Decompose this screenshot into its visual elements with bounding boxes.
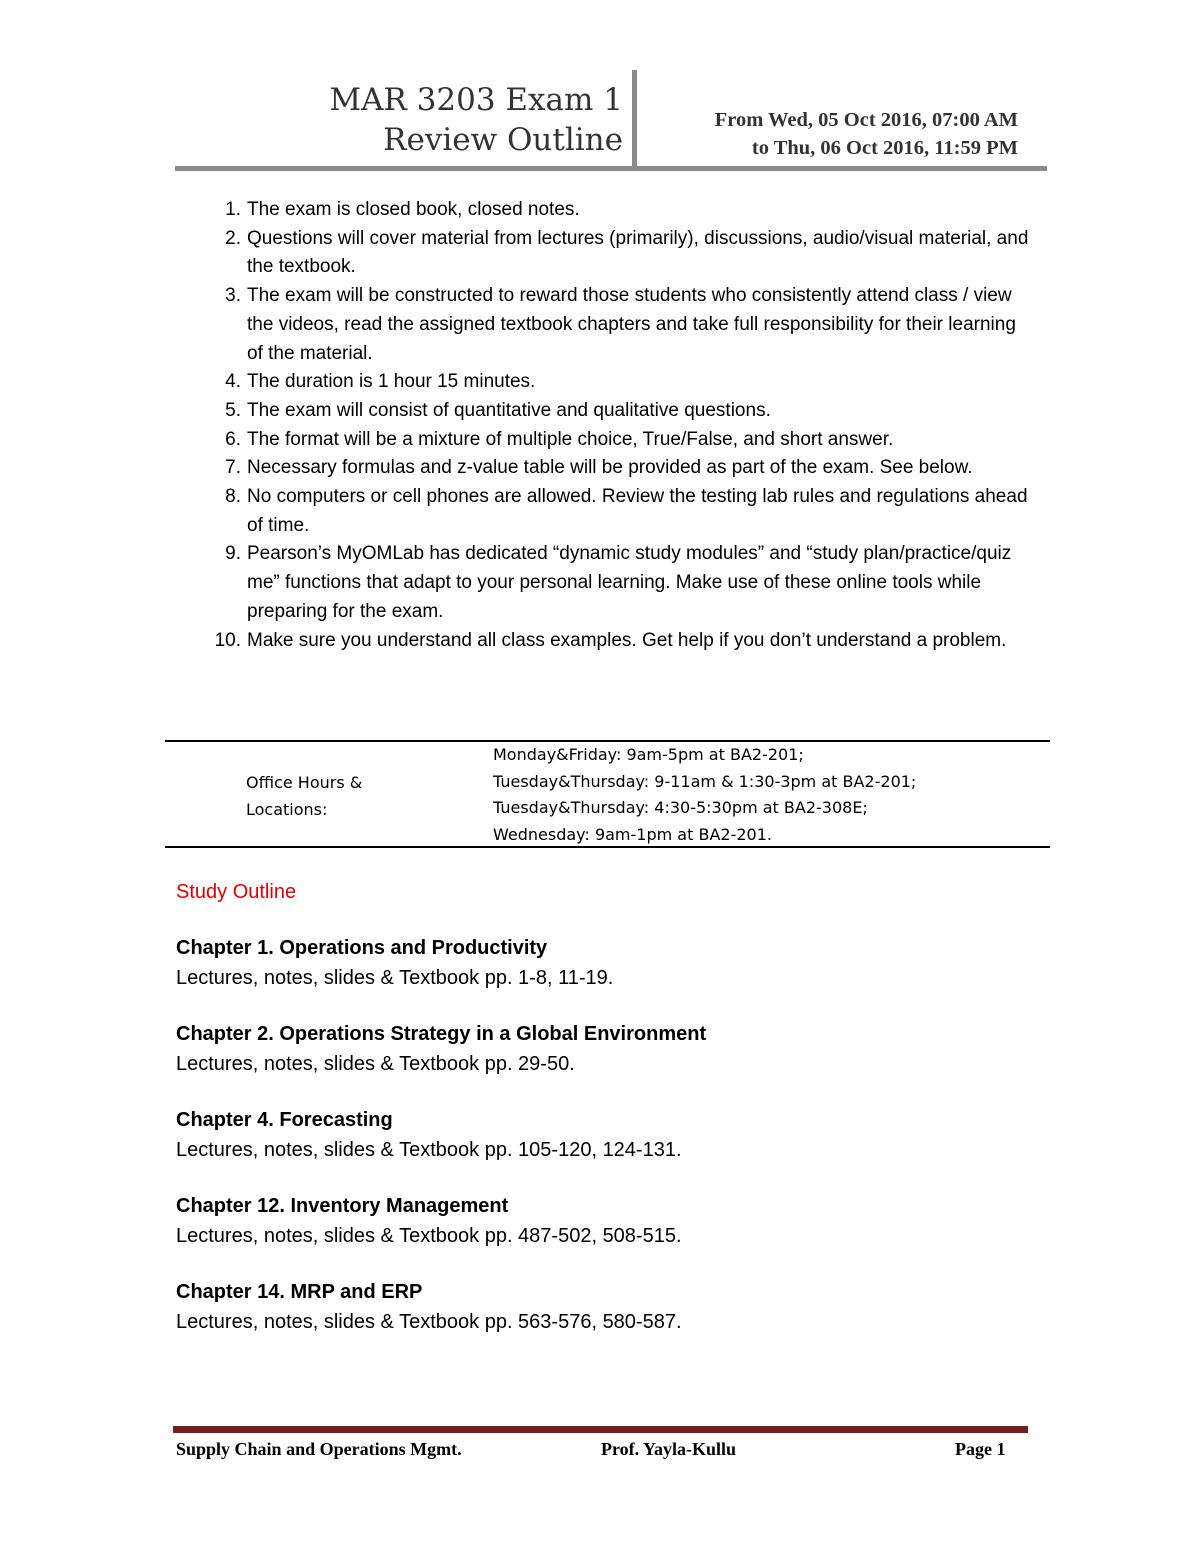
office-hours-label-line: Office Hours & <box>246 773 363 792</box>
rule-number: 6. <box>225 428 241 450</box>
footer-professor: Prof. Yayla-Kullu <box>601 1439 737 1459</box>
exam-date-range <box>715 106 1018 162</box>
rule-number: 2. <box>225 227 241 249</box>
exam-rules-list <box>205 196 1035 655</box>
rule-item <box>205 196 1035 225</box>
rule-number: 7. <box>225 457 241 479</box>
footer-divider <box>173 1426 1028 1433</box>
rule-text: Necessary formulas and z-value table will be provided as part of the exam. See below. <box>247 457 973 479</box>
chapter-title: Chapter 1. Operations and Productivity <box>176 937 548 959</box>
rule-item <box>205 397 1035 426</box>
rule-item <box>205 282 1035 368</box>
chapter-entry <box>176 1106 682 1165</box>
rule-item <box>205 225 1035 282</box>
office-hours-schedule <box>493 742 1038 848</box>
date-line-2: to Thu, 06 Oct 2016, 11:59 PM <box>751 137 1018 159</box>
rule-text: The exam will be constructed to reward those students who consistently attend class / view the videos, read the assigned textbook chapters and take full responsibility for their learning of the material. <box>247 285 1016 364</box>
chapter-entry <box>176 934 613 993</box>
title-line-2: Review Outline <box>383 122 623 158</box>
rule-item <box>205 627 1035 656</box>
rule-item <box>205 426 1035 455</box>
chapter-entry <box>176 1192 682 1251</box>
rule-item <box>205 483 1035 540</box>
footer-course-name: Supply Chain and Operations Mgmt. <box>176 1439 462 1459</box>
office-hours-line: Wednesday: 9am-1pm at BA2-201. <box>493 824 772 844</box>
header-divider-vertical <box>632 70 637 168</box>
rule-number: 3. <box>225 285 241 307</box>
rule-item <box>205 368 1035 397</box>
chapter-description: Lectures, notes, slides & Textbook pp. 563-576, 580-587. <box>176 1310 682 1333</box>
office-hours-line: Tuesday&Thursday: 9-11am & 1:30-3pm at BA2-201; <box>493 771 917 791</box>
chapter-description: Lectures, notes, slides & Textbook pp. 1-8, 11-19. <box>176 966 614 989</box>
rule-text: The exam will consist of quantitative and qualitative questions. <box>247 399 771 421</box>
chapter-description: Lectures, notes, slides & Textbook pp. 105-120, 124-131. <box>176 1138 682 1161</box>
document-title <box>329 80 623 160</box>
rule-text: Pearson’s MyOMLab has dedicated “dynamic study modules” and “study plan/practice/quiz me” functions that adapt to your personal learning. Make use of these online tools while preparing for the exam. <box>247 543 1012 622</box>
rule-number: 1. <box>225 199 241 220</box>
rule-number: 5. <box>225 399 241 421</box>
rule-text: Questions will cover material from lectures (primarily), discussions, audio/visual material, and the textbook. <box>247 227 1029 278</box>
chapter-description: Lectures, notes, slides & Textbook pp. 487-502, 508-515. <box>176 1224 682 1247</box>
title-line-1: MAR 3203 Exam 1 <box>329 82 623 118</box>
office-hours-bottom-border <box>165 846 1050 848</box>
rule-text: The exam is closed book, closed notes. <box>247 199 580 220</box>
office-hours-line: Tuesday&Thursday: 4:30-5:30pm at BA2-308E; <box>493 798 868 817</box>
office-hours-label <box>246 769 446 823</box>
rule-number: 4. <box>225 371 241 393</box>
office-hours-label-line: Locations: <box>246 800 328 819</box>
rule-item <box>205 540 1035 626</box>
chapter-entry <box>176 1020 706 1079</box>
rule-text: The duration is 1 hour 15 minutes. <box>247 371 536 393</box>
rule-text: Make sure you understand all class examples. Get help if you don’t understand a problem. <box>247 629 1007 651</box>
chapter-description: Lectures, notes, slides & Textbook pp. 29-50. <box>176 1052 575 1075</box>
rule-number: 9. <box>225 543 241 565</box>
rule-number: 10. <box>214 629 241 651</box>
rule-text: No computers or cell phones are allowed. Review the testing lab rules and regulations ahead of time. <box>247 486 1028 536</box>
date-line-1: From Wed, 05 Oct 2016, 07:00 AM <box>714 109 1018 131</box>
office-hours-line: Monday&Friday: 9am-5pm at BA2-201; <box>493 745 804 764</box>
rule-text: The format will be a mixture of multiple choice, True/False, and short answer. <box>247 428 894 450</box>
footer-page-number: Page 1 <box>955 1439 1006 1459</box>
header-divider-horizontal <box>175 166 1047 171</box>
chapter-entry <box>176 1278 682 1337</box>
chapter-title: Chapter 12. Inventory Management <box>176 1195 509 1217</box>
rule-number: 8. <box>225 486 241 508</box>
rule-item <box>205 454 1035 483</box>
chapter-title: Chapter 4. Forecasting <box>176 1109 393 1131</box>
study-outline-heading: Study Outline <box>176 881 297 903</box>
chapter-title: Chapter 2. Operations Strategy in a Global Environment <box>176 1023 707 1045</box>
chapter-title: Chapter 14. MRP and ERP <box>176 1281 423 1303</box>
